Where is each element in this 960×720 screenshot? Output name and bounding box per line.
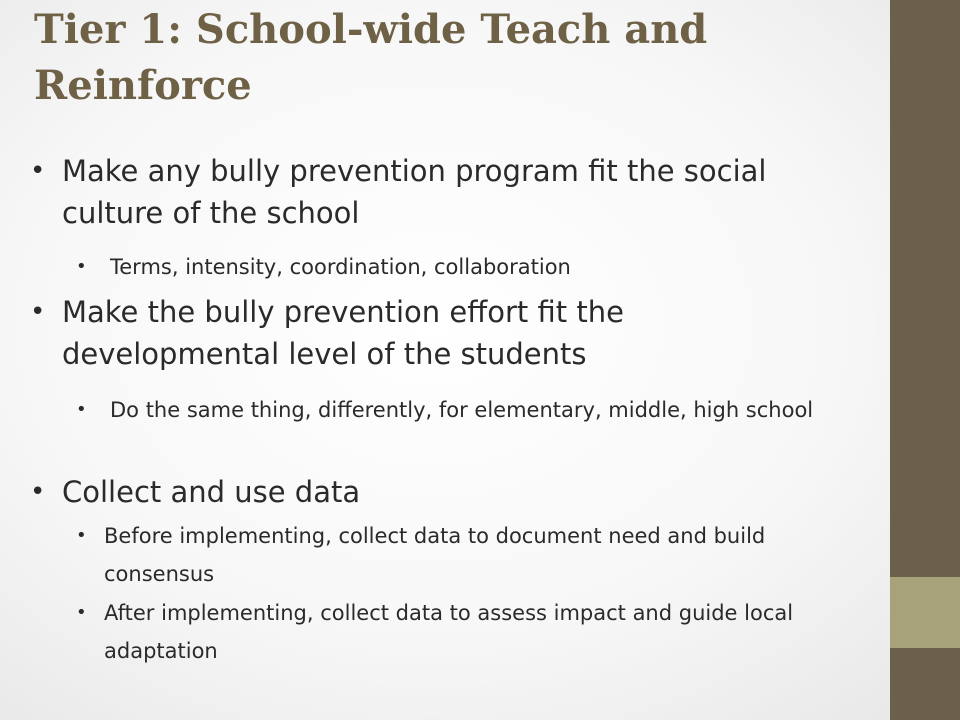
sub-bullet-item xyxy=(76,594,876,670)
sub-bullet-item xyxy=(76,248,876,286)
slide-title: Tier 1: School-wide Teach and Reinforce xyxy=(34,6,708,109)
bullet-dot-icon: • xyxy=(76,602,87,623)
sub-bullet-item xyxy=(76,391,876,429)
bullet-item xyxy=(30,291,850,375)
bullet-text: Collect and use data xyxy=(62,475,361,509)
bullet-dot-icon: • xyxy=(30,477,46,507)
bullet-item xyxy=(30,471,850,513)
bullet-dot-icon: • xyxy=(76,256,87,277)
sidebar-accent-block xyxy=(890,577,960,648)
bullet-dot-icon: • xyxy=(76,525,87,546)
bullet-text: Make the bully prevention effort fit the developmental level of the students xyxy=(62,295,624,371)
bullet-dot-icon: • xyxy=(30,156,46,186)
bullet-text: Make any bully prevention program fit the social culture of the school xyxy=(62,154,767,230)
sub-bullet-item xyxy=(76,517,876,593)
decorative-sidebar xyxy=(890,0,960,720)
bullet-dot-icon: • xyxy=(76,399,87,420)
bullet-item xyxy=(30,150,850,234)
sub-bullet-text: Do the same thing, differently, for elementary, middle, high school xyxy=(110,398,814,422)
sub-bullet-text: Terms, intensity, coordination, collaboration xyxy=(110,255,571,279)
sub-bullet-text: After implementing, collect data to assess impact and guide local adaptation xyxy=(104,601,794,663)
bullet-dot-icon: • xyxy=(30,297,46,327)
sub-bullet-text: Before implementing, collect data to document need and build consensus xyxy=(104,524,766,586)
